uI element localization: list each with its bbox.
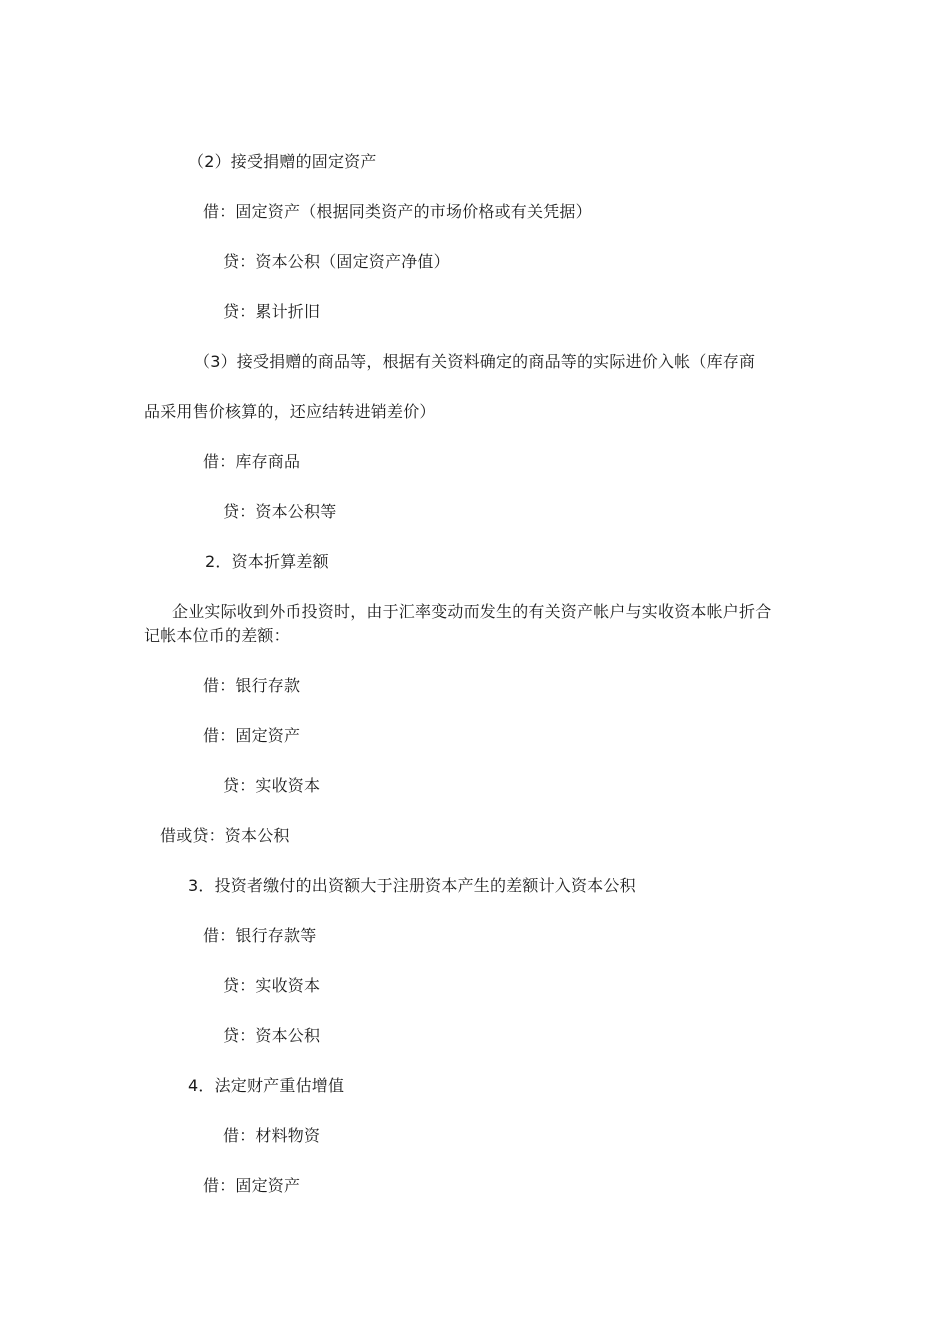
entry-credit-capital-reserve-etc: 贷：资本公积等 — [223, 502, 337, 521]
entry-debit-bank-deposit: 借：银行存款 — [203, 676, 301, 695]
entry-debit-materials: 借：材料物资 — [223, 1126, 321, 1145]
paragraph-donated-goods-continued: 品采用售价核算的，还应结转进销差价） — [144, 402, 436, 421]
paragraph-foreign-investment: 企业实际收到外币投资时，由于汇率变动而发生的有关资产帐户与实收资本帐户折合 — [172, 602, 772, 621]
entry-debit-fixed-assets-3: 借：固定资产 — [203, 1176, 301, 1195]
entry-credit-capital-reserve: 贷：资本公积（固定资产净值） — [223, 252, 450, 271]
entry-debit-or-credit-capital-reserve: 借或贷：资本公积 — [160, 826, 290, 845]
entry-debit-fixed-assets-2: 借：固定资产 — [203, 726, 301, 745]
entry-debit-inventory-goods: 借：库存商品 — [203, 452, 301, 471]
paragraph-foreign-investment-continued: 记帐本位币的差额： — [144, 626, 290, 645]
entry-credit-accumulated-depreciation: 贷：累计折旧 — [223, 302, 321, 321]
entry-credit-paid-in-capital: 贷：实收资本 — [223, 776, 321, 795]
entry-credit-capital-reserve-2: 贷：资本公积 — [223, 1026, 321, 1045]
entry-credit-paid-in-capital-2: 贷：实收资本 — [223, 976, 321, 995]
entry-debit-fixed-assets: 借：固定资产（根据同类资产的市场价格或有关凭据） — [203, 202, 592, 221]
heading-capital-translation-difference: 2．资本折算差额 — [205, 552, 329, 571]
heading-statutory-revaluation: 4．法定财产重估增值 — [188, 1076, 345, 1095]
heading-donated-goods: （3）接受捐赠的商品等，根据有关资料确定的商品等的实际进价入帐（库存商 — [194, 352, 756, 371]
heading-donated-fixed-assets: （2）接受捐赠的固定资产 — [188, 152, 377, 171]
entry-debit-bank-deposit-etc: 借：银行存款等 — [203, 926, 317, 945]
heading-excess-contribution: 3．投资者缴付的出资额大于注册资本产生的差额计入资本公积 — [188, 876, 636, 895]
